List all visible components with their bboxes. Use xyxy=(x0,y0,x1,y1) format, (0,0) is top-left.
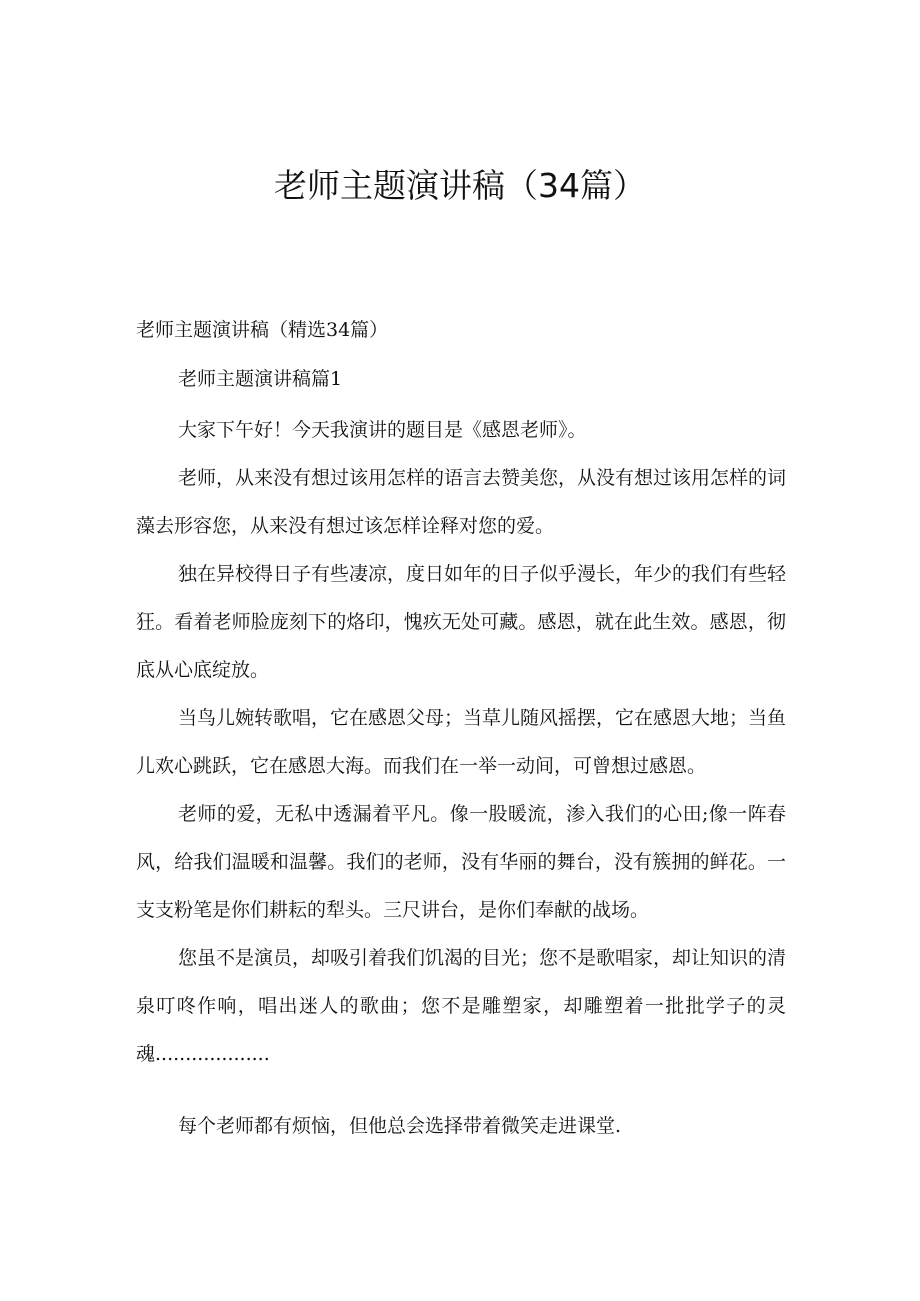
document-title: 老师主题演讲稿（34篇） xyxy=(274,166,646,205)
section-heading: 老师主题演讲稿篇1 xyxy=(178,368,343,390)
paragraph: 大家下午好！今天我演讲的题目是《感恩老师》。 xyxy=(178,419,587,441)
document-subtitle: 老师主题演讲稿（精选34篇） xyxy=(136,319,389,341)
paragraph: 独在异校得日子有些凄凉，度日如年的日子似乎漫长，年少的我们有些轻狂。看着老师脸庞刻下的烙印，愧疚无处可藏。感恩，就在此生效。感恩，彻底从心底绽放。 xyxy=(136,563,787,681)
paragraph: 当鸟儿婉转歌唱，它在感恩父母；当草儿随风摇摆，它在感恩大地；当鱼儿欢心跳跃，它在感恩大海。而我们在一举一动间，可曾想过感恩。 xyxy=(136,707,787,777)
paragraph: 您虽不是演员，却吸引着我们饥渴的目光；您不是歌唱家，却让知识的清泉叮咚作响，唱出迷人的歌曲；您不是雕塑家，却雕塑着一批批学子的灵魂................... xyxy=(136,947,787,1065)
paragraph: 老师，从来没有想过该用怎样的语言去赞美您，从没有想过该用怎样的词藻去形容您，从来没有想过该怎样诠释对您的爱。 xyxy=(136,467,787,537)
closing-paragraph: 每个老师都有烦恼，但他总会选择带着微笑走进课堂. xyxy=(178,1115,622,1137)
paragraph: 老师的爱，无私中透漏着平凡。像一股暖流，渗入我们的心田;像一阵春风，给我们温暖和温馨。我们的老师，没有华丽的舞台，没有簇拥的鲜花。一支支粉笔是你们耕耘的犁头。三尺讲台，是你们奉献的战场。 xyxy=(136,803,786,921)
document-body xyxy=(136,406,786,1150)
